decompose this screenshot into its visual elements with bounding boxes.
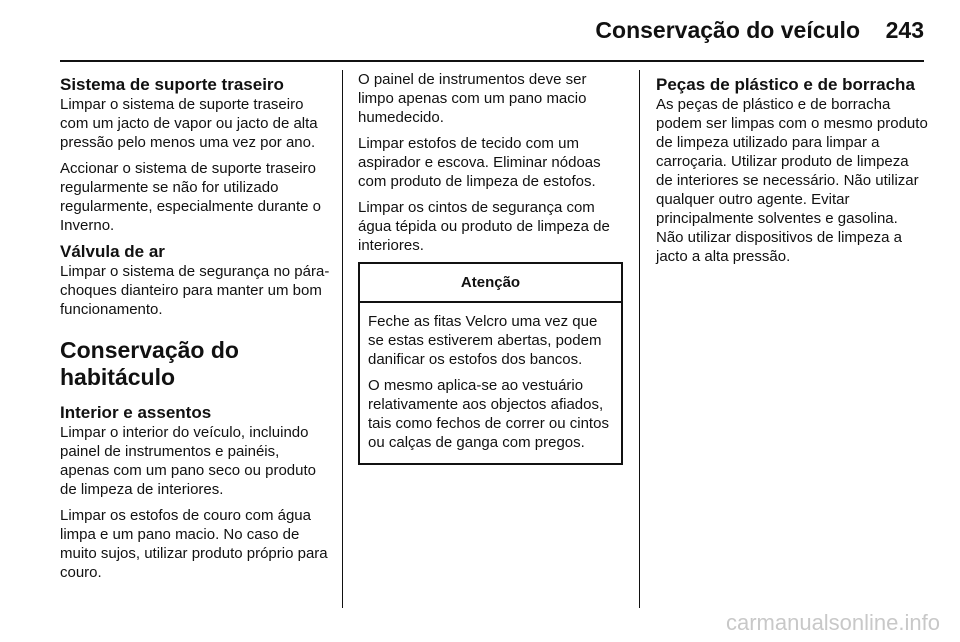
paragraph: Feche as fitas Velcro uma vez que se estas estiverem abertas, podem danificar os estofos dos bancos. xyxy=(368,313,602,368)
page-header xyxy=(0,0,960,60)
column-divider xyxy=(639,70,640,608)
section-title: Conservação do habitáculo xyxy=(60,337,239,390)
paragraph: Limpar os estofos de couro com água limpa e um pano macio. No caso de muito sujos, utilizar produto próprio para couro. xyxy=(60,507,328,581)
paragraph: Accionar o sistema de suporte traseiro regularmente se não for utilizado regularmente, especialmente durante o Inverno. xyxy=(60,160,321,234)
watermark: carmanualsonline.info xyxy=(725,610,940,635)
heading-plastic-rubber: Peças de plástico e de borracha xyxy=(656,75,915,94)
heading-air-valve: Válvula de ar xyxy=(60,242,165,261)
paragraph: Limpar os cintos de segurança com água tépida ou produto de limpeza de interiores. xyxy=(358,199,610,254)
paragraph: Limpar o sistema de segurança no pára-choques dianteiro para manter um bom funcionamento. xyxy=(60,263,330,318)
warning-title: Atenção xyxy=(360,264,621,303)
column-middle xyxy=(358,70,623,465)
paragraph: O mesmo aplica-se ao vestuário relativamente aos objectos afiados, tais como fechos de correr ou cintos ou calças de ganga com pregos. xyxy=(368,377,609,451)
header-divider xyxy=(60,60,924,62)
warning-body xyxy=(360,303,621,463)
paragraph: As peças de plástico e de borracha podem ser limpas com o mesmo produto de limpeza utilizado para limpar a carroçaria. Utilizar produto de limpeza de interiores se necessário. Não utilizar qualquer outro agente. Evitar principalmente solventes e gasolina. Não utilizar dispositivos de limpeza a jacto a alta pressão. xyxy=(656,96,928,265)
paragraph: Limpar estofos de tecido com um aspirador e escova. Eliminar nódoas com produto de limpeza de estofos. xyxy=(358,135,601,190)
paragraph: O painel de instrumentos deve ser limpo apenas com um pano macio humedecido. xyxy=(358,71,587,126)
paragraph: Limpar o interior do veículo, incluindo painel de instrumentos e painéis, apenas com um pano seco ou produto de limpeza de interiores. xyxy=(60,424,317,498)
page-number: 243 xyxy=(885,17,924,43)
heading-rear-carrier: Sistema de suporte traseiro xyxy=(60,75,284,94)
column-right xyxy=(656,70,928,273)
column-divider xyxy=(342,70,343,608)
heading-interior-seats: Interior e assentos xyxy=(60,403,212,422)
column-left xyxy=(60,70,332,589)
warning-box xyxy=(358,262,623,465)
chapter-title: Conservação do veículo xyxy=(595,17,860,43)
paragraph: Limpar o sistema de suporte traseiro com um jacto de vapor ou jacto de alta pressão pelo menos uma vez por ano. xyxy=(60,96,318,151)
